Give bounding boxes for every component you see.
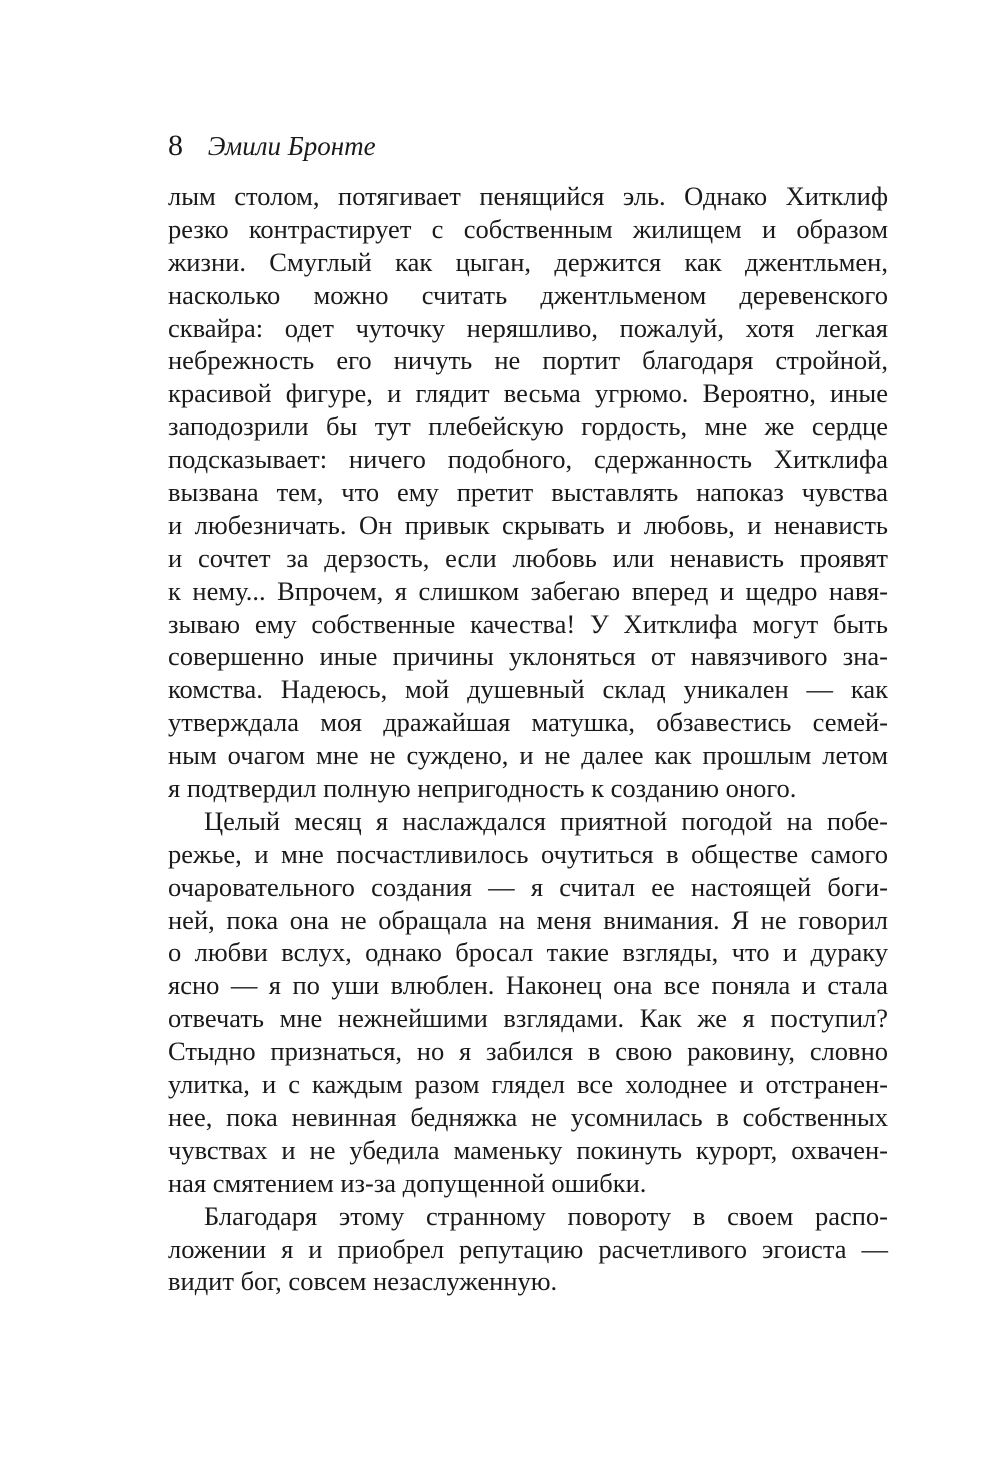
text-line: лым столом, потягивает пенящийся эль. Однако Хитклиф — [168, 181, 888, 211]
text-line: зываю ему собственные качества! У Хитклифа могут быть — [168, 608, 888, 639]
text-line: ней, пока она не обращала на меня внимания. Я не говорил — [168, 904, 888, 935]
paragraph — [168, 180, 888, 805]
text-line: Целый месяц я наслаждался приятной погодой на побе- — [204, 805, 888, 836]
text-line: улитка, и с каждым разом глядел все холоднее и отстранен- — [168, 1069, 888, 1100]
text-line: ложении я и приобрел репутацию расчетливого эгоиста — — [168, 1233, 888, 1264]
text-line: и сочтет за дерзость, если любовь или ненависть проявят — [168, 542, 888, 573]
text-line: комства. Надеюсь, мой душевный склад уникален — как — [168, 674, 888, 705]
text-line: утверждала моя дражайшая матушка, обзавестись семей- — [168, 707, 888, 738]
text-line: я подтвердил полную непригодность к созданию оного. — [168, 773, 797, 804]
text-line: подсказывает: ничего подобного, сдержанность Хитклифа — [168, 444, 888, 475]
text-line: ным очагом мне не суждено, и не далее как прошлым летом — [168, 740, 888, 771]
body-text — [168, 180, 888, 1298]
text-line: жизни. Смуглый как цыган, держится как джентльмен, — [168, 246, 888, 277]
text-line: небрежность его ничуть не портит благодаря стройной, — [168, 345, 888, 376]
text-line: отвечать мне нежнейшими взглядами. Как же я поступил? — [168, 1003, 888, 1034]
text-line: совершенно иные причины уклоняться от навязчивого зна- — [168, 641, 888, 672]
text-line: видит бог, совсем незаслуженную. — [168, 1266, 558, 1297]
text-line: режье, и мне посчастливилось очутиться в обществе самого — [168, 838, 888, 869]
text-line: ясно — я по уши влюблен. Наконец она все поняла и стала — [168, 970, 888, 1001]
text-line: чувствах и не убедила маменьку покинуть курорт, охвачен- — [168, 1134, 888, 1165]
text-line: о любви вслух, однако бросал такие взгляды, что и дураку — [168, 937, 888, 968]
text-line: ная смятением из-за допущенной ошибки. — [168, 1167, 647, 1198]
text-line: нее, пока невинная бедняжка не усомнилась в собственных — [168, 1101, 888, 1132]
author-name: Эмили Бронте — [207, 131, 376, 161]
text-line: Стыдно признаться, но я забился в свою раковину, словно — [168, 1036, 888, 1067]
text-line: красивой фигуре, и глядит весьма угрюмо. Вероятно, иные — [168, 378, 888, 409]
running-head — [168, 126, 376, 166]
paragraph — [168, 805, 888, 1200]
text-line: насколько можно считать джентльменом деревенского — [168, 279, 888, 310]
text-line: и любезничать. Он привык скрывать и любовь, и ненависть — [168, 509, 888, 540]
text-line: сквайра: одет чуточку неряшливо, пожалуй, хотя легкая — [168, 312, 888, 343]
text-line: очаровательного создания — я считал ее настоящей боги- — [168, 871, 888, 902]
text-line: резко контрастирует с собственным жилищем и образом — [168, 213, 888, 244]
text-line: вызвана тем, что ему претит выставлять напоказ чувства — [168, 477, 888, 508]
text-line: Благодаря этому странному повороту в своем распо- — [204, 1200, 888, 1231]
text-line: к нему... Впрочем, я слишком забегаю вперед и щедро навя- — [168, 575, 888, 606]
paragraph — [168, 1200, 888, 1299]
text-line: заподозрили бы тут плебейскую гордость, мне же сердце — [168, 411, 888, 442]
page-number: 8 — [168, 129, 183, 162]
